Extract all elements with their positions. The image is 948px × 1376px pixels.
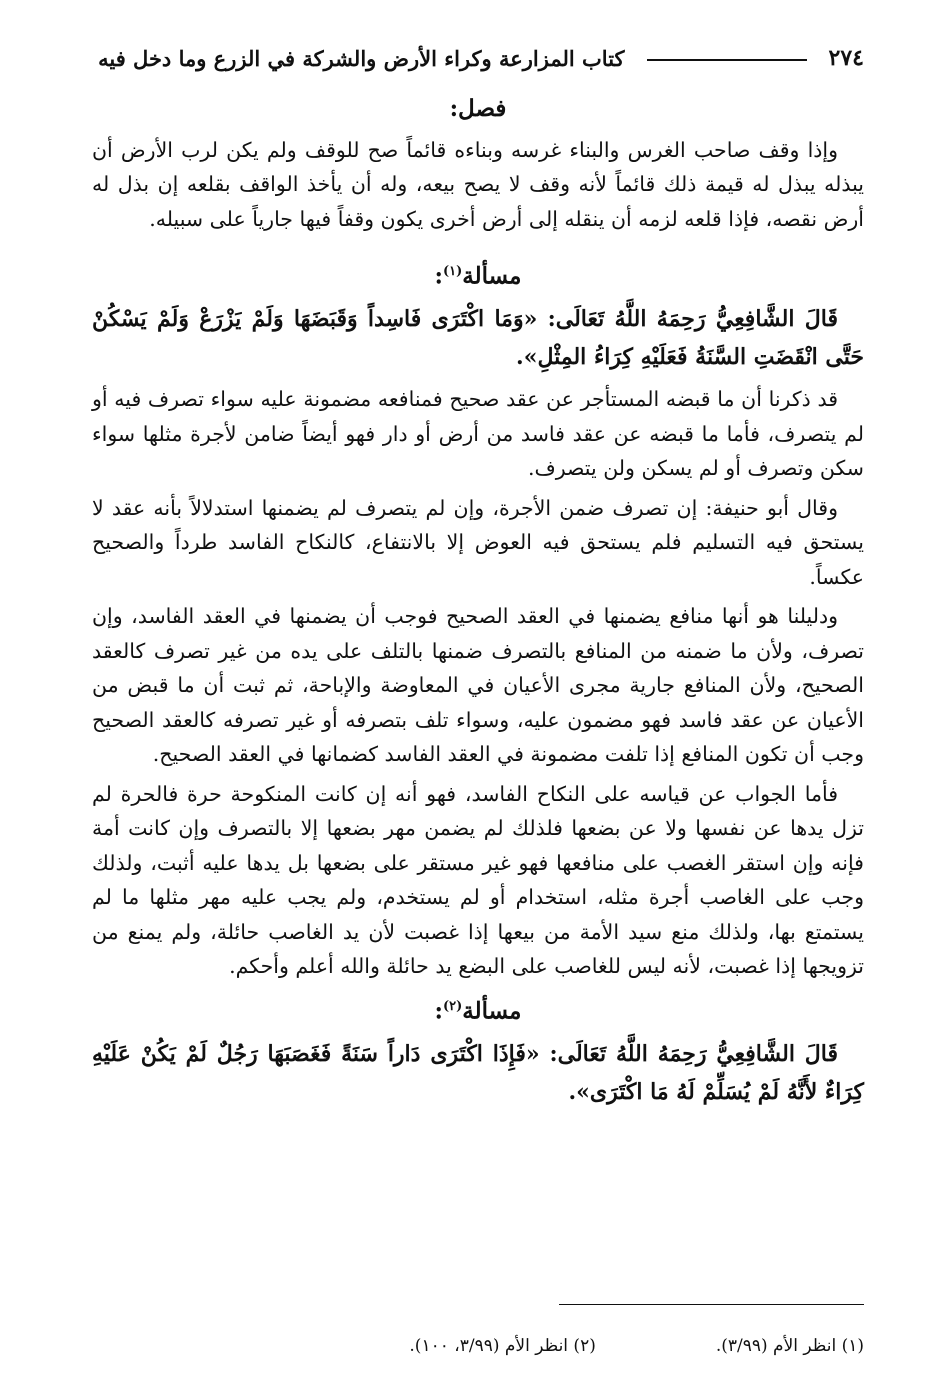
masala-1-colon: : [434, 262, 443, 290]
page-body [92, 86, 864, 1117]
paragraph: قد ذكرنا أن ما قبضه المستأجر عن عقد صحيح فمنافعه مضمونة عليه سواء تصرف فيه أو لم يتصرف، فأما ما قبضه عن عقد فاسد من أرض أو دار فهو أيضاً ضامن لأجرة مثلها سواء سكن وتصرف أو لم يسكن ولن يتصرف. [92, 387, 864, 481]
footnote-separator [559, 1304, 864, 1305]
masala-1-heading [92, 255, 864, 294]
header-rule [647, 59, 807, 61]
book-title: كتاب المزارعة وكراء الأرض والشركة في الزرع وما دخل فيه [98, 45, 625, 71]
masala-1-title: مسألة [462, 262, 522, 290]
running-header [90, 38, 864, 78]
paragraph: وقال أبو حنيفة: إن تصرف ضمن الأجرة، وإن لم يتصرف لم يضمنها استدلالاً بأنه عقد لا يستحق فيه التسليم فلم يستحق فيه العوض إلا بالانتفاع، كالنكاح الفاسد طرداً والصحيح عكساً. [92, 495, 864, 589]
section-paragraph: وإذا وقف صاحب الغرس والبناء غرسه وبناءه قائماً صح للوقف ولم يكن لرب الأرض أن يبذله يبذل له قيمة ذلك قائماً لأنه وقف لا يصح بيعه، وله أن يأخذ الواقف بقلعه إن بذل له أرض نقصه، فإذا قلعه لزمه أن ينقله إلى أرض أخرى يكون وقفاً فيها جارياً على سبيله. [92, 137, 864, 231]
footnote-1: (١) انظر الأم (٣/٩٩). [715, 1336, 864, 1356]
footnote-ref-2: (٢) [443, 998, 463, 1014]
paragraph: ودليلنا هو أنها منافع يضمنها في العقد الصحيح فوجب أن يضمنها في العقد الفاسد، وإن تصرف، ولأن ما ضمنه من المنافع بالتصرف ضمنها بالتلف على يده من غير تصرف كالعقد الصحيح، ولأن المنافع جارية مجرى الأعيان في المعاوضة والإباحة، ثم ثبت أن ما قبض من الأعيان عن عقد فاسد فهو مضمون عليه، وسواء تلف بتصرفه أو غير تصرفه كالعقد الصحيح وجب أن تكون المنافع إذا تلفت مضمونة في العقد الفاسد كضمانها في العقد الصحيح. [92, 604, 864, 767]
section-heading: فصل: [449, 95, 507, 122]
masala-2-heading [92, 990, 864, 1029]
masala-2-colon: : [434, 997, 443, 1025]
masala-1-quote: قَالَ الشَّافِعِيُّ رَحِمَهُ اللَّهُ تَعَالَى: «وَمَا اكْتَرَى فَاسِداً وَقَبَضَهَا وَلَمْ يَزْرَعْ وَلَمْ يَسْكُنْ حَتَّى انْقَضَتِ السَّنَةُ فَعَلَيْهِ كِرَاءُ المِثْلِ». [92, 306, 864, 371]
footnote-ref-1: (١) [443, 264, 463, 279]
paragraph: فأما الجواب عن قياسه على النكاح الفاسد، فهو أنه إن كانت المنكوحة حرة فالحرة لم تزل يدها عن نفسها ولا عن بضعها فلذلك لم يضمن مهر بضعها إلا بالتصرف وإن كانت أمة فإنه وإن استقر الغصب على منافعها فهو غير مستقر على بضعها بل يدها عليه أثبت، ولذلك وجب على الغاصب أجرة مثله، استخدام أو لم يستخدم، ولم يجب عليه مهر مثلها ما لم يستمتع بها، ولذلك منع سيد الأمة من بيعها إذا غصبت لأن يد الغاصب حائلة، ولم يمنع من تزويجها إذا غصبت، لأنه ليس للغاصب على البضع يد حائلة والله أعلم وأحكم. [92, 781, 864, 979]
footnote-2: (٢) انظر الأم (٣/٩٩، ١٠٠). [409, 1336, 596, 1356]
page-number: ٢٧٤ [828, 45, 864, 71]
masala-2-title: مسألة [462, 997, 522, 1025]
masala-2-quote: قَالَ الشَّافِعِيُّ رَحِمَهُ اللَّهُ تَعَالَى: «فَإِذَا اكْتَرَى دَاراً سَنَةً فَغَصَبَهَا رَجُلٌ لَمْ يَكُنْ عَلَيْهِ كِرَاءٌ لأَنَّهُ لَمْ يُسَلِّمْ لَهُ مَا اكْتَرَى». [92, 1040, 864, 1105]
footnotes [200, 1336, 864, 1356]
